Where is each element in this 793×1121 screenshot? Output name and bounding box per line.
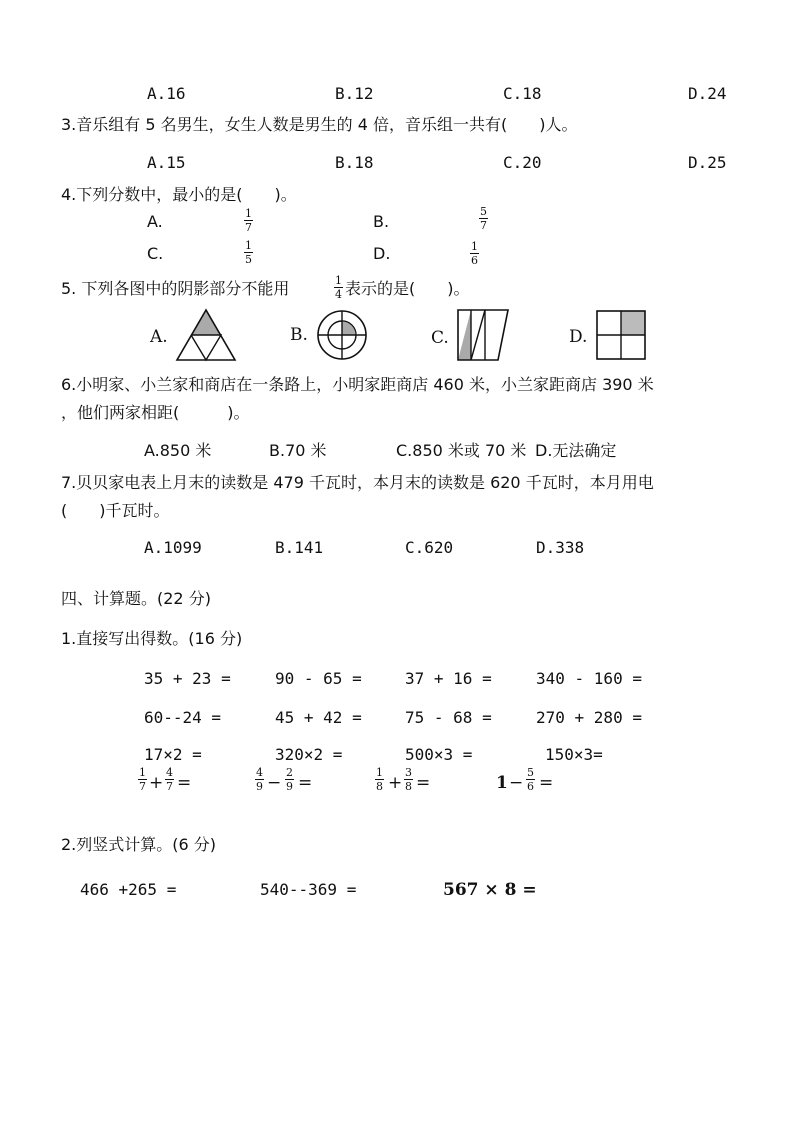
q7-option-a: A.1099 xyxy=(144,538,202,557)
question-5-suffix: 表示的是( )。 xyxy=(345,279,470,298)
vertical-calc-2: 540--369 = xyxy=(260,880,357,899)
q3-option-a: A.15 xyxy=(147,153,186,172)
r4c1-eq: = xyxy=(177,773,192,793)
r4c2-frac-b: 2 9 xyxy=(286,766,293,793)
square-figure xyxy=(596,310,646,360)
q2-option-c: C.18 xyxy=(503,84,542,103)
r4c3-op: + xyxy=(388,773,403,793)
r4c4-frac-b: 5 6 xyxy=(527,766,534,793)
q3-option-d: D.25 xyxy=(688,153,727,172)
r4c2-frac-a: 4 9 xyxy=(256,766,263,793)
q6-option-d: D.无法确定 xyxy=(535,441,617,460)
q4-option-b-label: B. xyxy=(373,212,390,231)
r4c1-frac-b: 4 7 xyxy=(166,766,173,793)
calc-r1c3: 37 + 16 = xyxy=(405,669,492,688)
q4-option-a-label: A. xyxy=(147,212,163,231)
r4c2-eq: = xyxy=(298,773,313,793)
calc-r1c4: 340 - 160 = xyxy=(536,669,642,688)
q5-option-a-label: A. xyxy=(150,327,168,347)
q4-option-c-fraction: 1 5 xyxy=(245,239,252,266)
calc-r3c4: 150×3= xyxy=(545,745,603,764)
calc-r1c2: 90 - 65 = xyxy=(275,669,362,688)
circle-figure xyxy=(316,309,368,361)
question-5-prefix: 5. 下列各图中的阴影部分不能用 xyxy=(61,279,290,298)
calc-r2c3: 75 - 68 = xyxy=(405,708,492,727)
question-6-line1: 6.小明家、小兰家和商店在一条路上，小明家距商店 460 米，小兰家距商店 390 米 xyxy=(61,375,654,394)
r4c4-op: − xyxy=(509,773,524,793)
calc-r3c1: 17×2 = xyxy=(144,745,202,764)
q3-option-b: B.18 xyxy=(335,153,374,172)
q2-option-d: D.24 xyxy=(688,84,727,103)
parallelogram-figure xyxy=(455,309,509,361)
question-4: 4.下列分数中，最小的是( )。 xyxy=(61,185,297,204)
triangle-figure xyxy=(176,309,236,361)
q5-fraction: 1 4 xyxy=(335,274,342,301)
question-7-line1: 7.贝贝家电表上月末的读数是 479 千瓦时，本月末的读数是 620 千瓦时，本月用电 xyxy=(61,473,654,492)
question-7-line2: ( )千瓦时。 xyxy=(61,501,170,520)
q3-option-c: C.20 xyxy=(503,153,542,172)
r4c4-eq: = xyxy=(539,773,554,793)
calc-r2c4: 270 + 280 = xyxy=(536,708,642,727)
q4-option-d-label: D. xyxy=(373,244,391,263)
r4c3-frac-b: 3 8 xyxy=(405,766,412,793)
question-3: 3.音乐组有 5 名男生，女生人数是男生的 4 倍，音乐组一共有( )人。 xyxy=(61,115,578,134)
q2-option-a: A.16 xyxy=(147,84,186,103)
calc-r1c1: 35 + 23 = xyxy=(144,669,231,688)
q7-option-d: D.338 xyxy=(536,538,585,557)
q4-option-d-fraction: 1 6 xyxy=(471,240,478,267)
q2-option-b: B.12 xyxy=(335,84,374,103)
part-1-title: 1.直接写出得数。(16 分) xyxy=(61,629,243,648)
r4c1-op: + xyxy=(149,773,164,793)
q4-option-c-label: C. xyxy=(147,244,164,263)
section-4-title: 四、计算题。(22 分) xyxy=(61,589,211,608)
q5-option-d-label: D. xyxy=(569,327,588,347)
calc-r3c2: 320×2 = xyxy=(275,745,343,764)
vertical-calc-1: 466 +265 = xyxy=(80,880,177,899)
question-6-line2: ，他们两家相距( )。 xyxy=(61,403,250,422)
q4-option-a-fraction: 1 7 xyxy=(245,207,252,234)
r4c3-frac-a: 1 8 xyxy=(376,766,383,793)
q7-option-b: B.141 xyxy=(275,538,324,557)
q5-option-c-label: C. xyxy=(431,328,449,348)
r4c3-eq: = xyxy=(416,773,431,793)
vertical-calc-3: 567 × 8 = xyxy=(443,880,537,900)
q6-option-c: C.850 米或 70 米 xyxy=(396,441,527,460)
q6-option-a: A.850 米 xyxy=(144,441,212,460)
part-2-title: 2.列竖式计算。(6 分) xyxy=(61,835,217,854)
calc-r2c1: 60--24 = xyxy=(144,708,222,727)
calc-r2c2: 45 + 42 = xyxy=(275,708,362,727)
q6-option-b: B.70 米 xyxy=(269,441,327,460)
r4c4-whole: 1 xyxy=(496,773,508,793)
r4c1-frac-a: 1 7 xyxy=(139,766,146,793)
calc-r3c3: 500×3 = xyxy=(405,745,473,764)
q4-option-b-fraction: 5 7 xyxy=(480,205,487,232)
q7-option-c: C.620 xyxy=(405,538,454,557)
r4c2-op: − xyxy=(267,773,282,793)
q5-option-b-label: B. xyxy=(290,325,308,345)
